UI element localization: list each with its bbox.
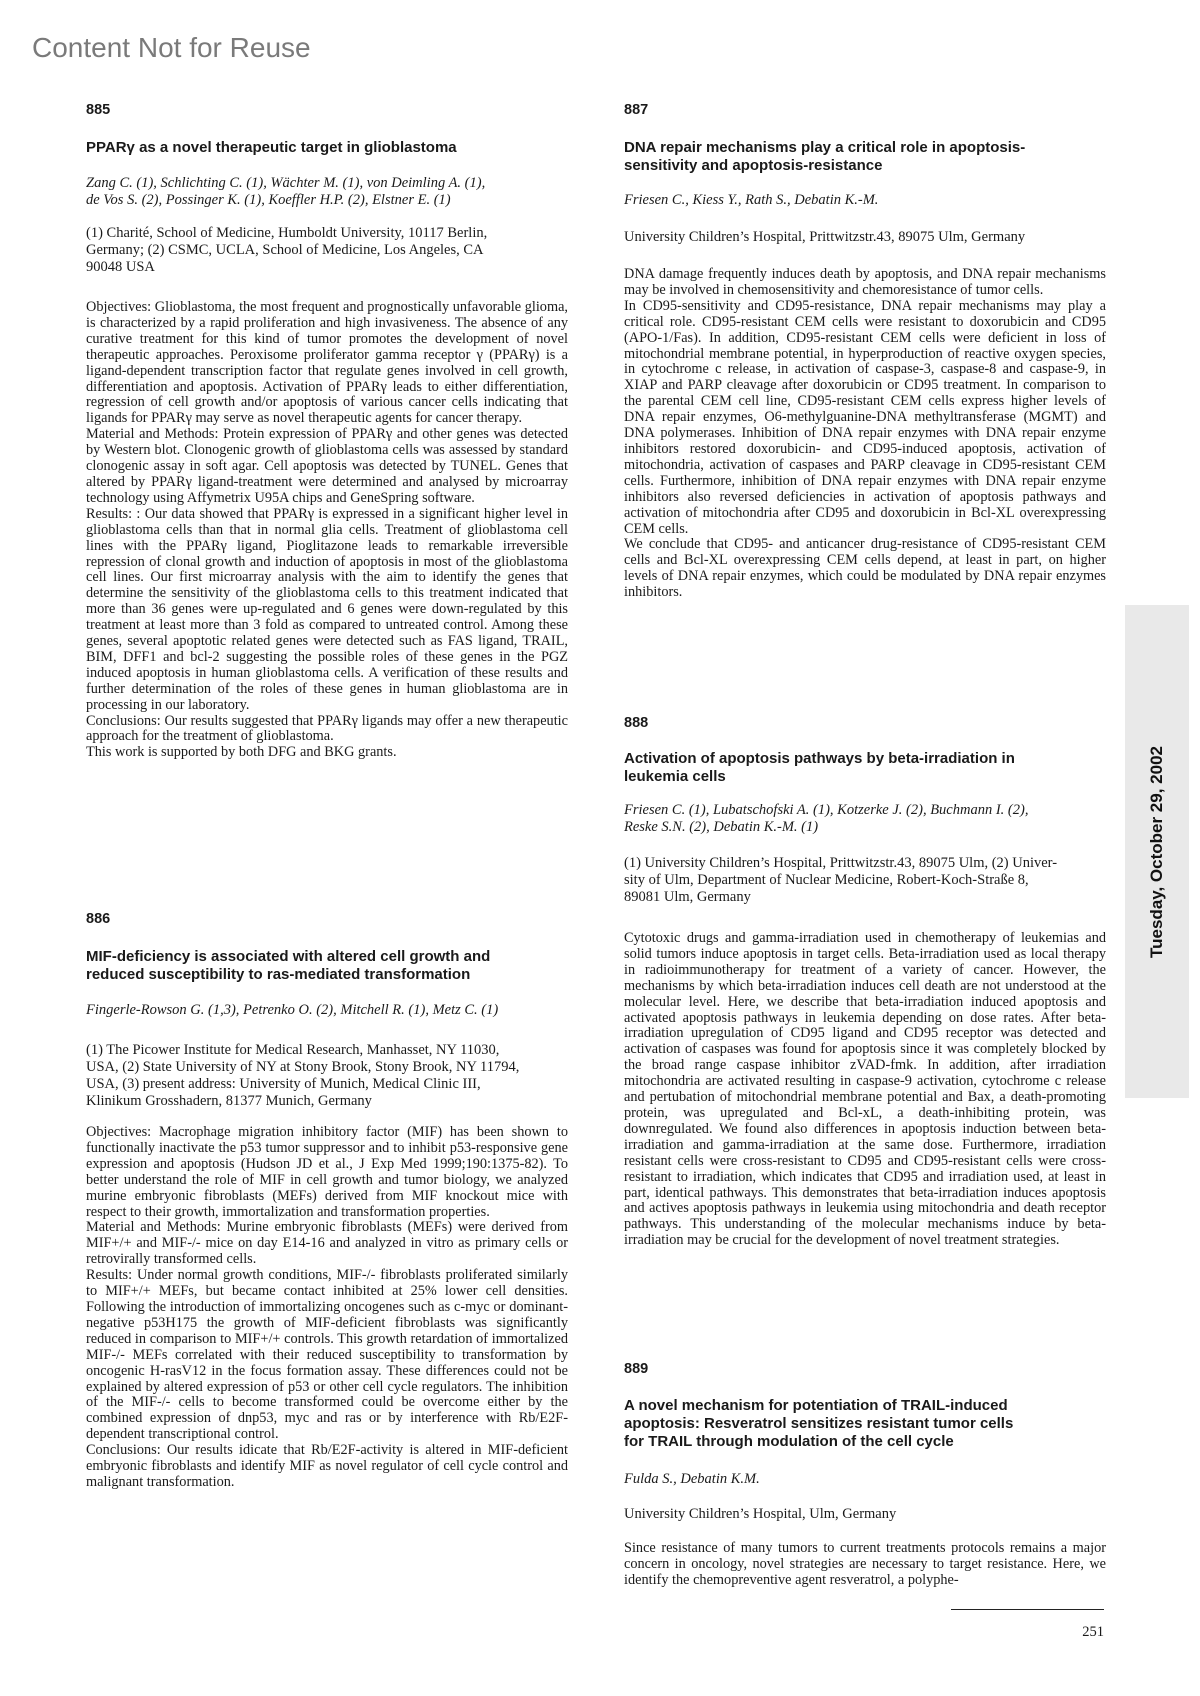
body-paragraph: DNA damage frequently induces death by apoptosis, and DNA repair mechanisms may be involved in chemosensitivity and chemoresistance of tumor cells. bbox=[624, 266, 1106, 298]
title-line: PPARγ as a novel therapeutic target in glioblastoma bbox=[86, 139, 457, 156]
title-line: A novel mechanism for potentiation of TRAIL-induced bbox=[624, 1397, 1008, 1414]
body-paragraph: Results: : Our data showed that PPARγ is expressed in a significant higher level in glioblastoma cells than that in normal glia cells. Treatment of glioblastoma cell lines with the PPARγ ligand, Pioglitazone leads to remarkable irreversible repression of clonal growth and induction of apoptosis in most of the glioblastoma cell lines. Our first microarray analysis with the aim to identify the genes that determine the sensitivity of the glioblastoma cells to this treatment indicated that more than 36 genes were up-regulated and 6 genes were down-regulated by this treatment at least more than 3 fold as compared to untreated control. Among these genes, several apoptotic related genes were detected such as FAS ligand, TRAIL, BIM, DFF1 and bcl-2 suggesting the possible roles of these genes in the PGZ induced apoptosis in human glioblastoma cells. A verification of these results and further determination of the roles of these genes in human glioblastoma are in processing in our laboratory. bbox=[86, 505, 568, 713]
abstract-body bbox=[624, 931, 1106, 1249]
body-paragraph: In CD95-sensitivity and CD95-resistance, DNA repair mechanisms may play a critical role. CD95-resistant CEM cells were resistant to doxorubicin and CD95 (APO-1/Fas). In addition, CD95-resistant CEM cells were deficient in loss of mitochondrial membrane potential, in hyperproduction of reactive oxygen species, in cytochrome c release, in activation of caspase-3, caspase-8 and caspase-9, in XIAP and PARP cleavage after doxorubicin or CD95 treatment. In comparison to the parental CEM cell line, CD95-resistant CEM cells express higher levels of DNA repair enzymes, O6-methylguanine-DNA methyltransferase (MGMT) and DNA polymerases. Inhibition of DNA repair enzymes with DNA repair enzyme inhibitors restored doxorubicin- and CD95-induced apoptosis, activation of mitochondria, activation of caspases and PARP cleavage in CD95-resistant CEM cells. Furthermore, inhibition of DNA repair enzymes with DNA repair enzyme inhibitors also reversed deficiencies in activation of apoptosis pathways and activation of mitochondria after CD95 and doxorubicin in Bcl-XL overexpressing CEM cells. bbox=[624, 297, 1106, 537]
abstract-authors bbox=[86, 1002, 568, 1019]
abstract-title bbox=[624, 139, 1106, 175]
author-line: de Vos S. (2), Possinger K. (1), Koeffler H.P. (2), Elstner E. (1) bbox=[86, 192, 451, 208]
body-paragraph: We conclude that CD95- and anticancer drug-resistance of CD95-resistant CEM cells and Bcl-XL overexpressing CEM cells depend, at least in part, on higher levels of DNA repair enzymes, which could be modulated by DNA repair enzymes inhibitors. bbox=[624, 536, 1106, 601]
abstract-title bbox=[624, 750, 1106, 786]
abstract-affiliation bbox=[624, 229, 1106, 246]
abstract-number: 888 bbox=[624, 715, 649, 731]
abstract-number: 885 bbox=[86, 102, 111, 118]
body-paragraph: Material and Methods: Murine embryonic fibroblasts (MEFs) were derived from MIF+/+ and MIF-/- mice on day E14-16 and analyzed in vitro as primary cells or retrovirally transformed cells. bbox=[86, 1219, 568, 1268]
affiliation-line: sity of Ulm, Department of Nuclear Medicine, Robert-Koch-Straße 8, bbox=[624, 872, 1029, 888]
abstract-number: 889 bbox=[624, 1361, 649, 1377]
abstract-authors bbox=[624, 192, 1106, 209]
abstract-affiliation bbox=[86, 225, 568, 276]
author-line: Zang C. (1), Schlichting C. (1), Wächter M. (1), von Deimling A. (1), bbox=[86, 175, 486, 191]
title-line: Activation of apoptosis pathways by beta-irradiation in bbox=[624, 750, 1015, 767]
abstract-title bbox=[86, 139, 568, 157]
watermark-text: Content Not for Reuse bbox=[32, 32, 311, 63]
abstract-number: 886 bbox=[86, 911, 111, 927]
author-line: Fingerle-Rowson G. (1,3), Petrenko O. (2), Mitchell R. (1), Metz C. (1) bbox=[86, 1002, 499, 1018]
body-paragraph: Conclusions: Our results suggested that PPARγ ligands may offer a new therapeutic approach for the treatment of glioblastoma. bbox=[86, 712, 568, 745]
abstract-body bbox=[86, 1125, 568, 1491]
affiliation-line: 90048 USA bbox=[86, 259, 155, 275]
abstract-authors bbox=[624, 802, 1106, 836]
abstract-body bbox=[624, 267, 1106, 601]
author-line: Fulda S., Debatin K.M. bbox=[624, 1471, 760, 1487]
footer-rule bbox=[951, 1609, 1104, 1610]
affiliation-line: USA, (3) present address: University of Munich, Medical Clinic III, bbox=[86, 1076, 481, 1092]
affiliation-line: Klinikum Grosshadern, 81377 Munich, Germany bbox=[86, 1093, 372, 1109]
title-line: reduced susceptibility to ras-mediated transformation bbox=[86, 966, 471, 983]
body-paragraph: Material and Methods: Protein expression of PPARγ and other genes was detected by Western blot. Clonogenic growth of glioblastoma cells was assessed by standard clonogenic assay in soft agar. Cell apoptosis was detected by TUNEL. Genes that altered by PPARγ ligand-treatment were determined and analysed by microarray technology using Affymetrix U95A chips and GeneSpring software. bbox=[86, 426, 568, 506]
affiliation-line: (1) University Children’s Hospital, Prittwitzstr.43, 89075 Ulm, (2) Univer- bbox=[624, 855, 1058, 871]
abstract-affiliation bbox=[86, 1042, 568, 1110]
affiliation-line: (1) The Picower Institute for Medical Research, Manhasset, NY 11030, bbox=[86, 1042, 500, 1058]
body-paragraph: This work is supported by both DFG and BKG grants. bbox=[86, 744, 397, 761]
title-line: MIF-deficiency is associated with altered cell growth and bbox=[86, 948, 491, 965]
page-number: 251 bbox=[1082, 1624, 1104, 1640]
body-paragraph: Objectives: Glioblastoma, the most frequent and prognostically unfavorable glioma, is characterized by a rapid proliferation and high invasiveness. The absence of any curative treatment for this kind of tumor promotes the development of novel therapeutic approaches. Peroxisome proliferator gamma receptor γ (PPARγ) is a ligand-dependent transcription factor that regulate genes involved in cell growth, differentiation and apoptosis. Activation of PPARγ leads to either differentiation, regression of cell growth and/or apoptosis of various cancer cells indicating that ligands for PPARγ may serve as novel therapeutic agents for cancer therapy. bbox=[86, 299, 568, 427]
abstract-title bbox=[86, 948, 568, 984]
abstract-affiliation bbox=[624, 855, 1106, 906]
title-line: DNA repair mechanisms play a critical role in apoptosis- bbox=[624, 139, 1026, 156]
affiliation-line: 89081 Ulm, Germany bbox=[624, 889, 751, 905]
abstract-body bbox=[624, 1541, 1106, 1589]
body-paragraph: Since resistance of many tumors to current treatments protocols remains a major concern in oncology, novel strategies are necessary to target resistance. Here, we identify the chemopreventive agent resveratrol, a polyphe- bbox=[624, 1540, 1106, 1588]
title-line: sensitivity and apoptosis-resistance bbox=[624, 157, 883, 174]
abstract-number: 887 bbox=[624, 102, 649, 118]
date-side-tab bbox=[1125, 605, 1189, 1098]
abstract-title bbox=[624, 1397, 1106, 1451]
body-paragraph: Objectives: Macrophage migration inhibitory factor (MIF) has been shown to functionally inactivate the p53 tumor suppressor and to inhibit p53-responsive gene expression and apoptosis (Hudson JD et al., J Exp Med 1999;190:1375-82). To better understand the role of MIF in cell growth and tumor biology, we analyzed murine embryonic fibroblasts (MEFs) derived from MIF knockout mice with respect to their growth, immortalization and transformation properties. bbox=[86, 1124, 568, 1220]
abstract-authors bbox=[624, 1471, 1106, 1488]
title-line: leukemia cells bbox=[624, 768, 726, 785]
title-line: apoptosis: Resveratrol sensitizes resistant tumor cells bbox=[624, 1415, 1014, 1432]
affiliation-line: University Children’s Hospital, Prittwitzstr.43, 89075 Ulm, Germany bbox=[624, 229, 1026, 245]
date-side-tab-label: Tuesday, October 29, 2002 bbox=[1147, 745, 1166, 958]
abstract-authors bbox=[86, 175, 568, 209]
author-line: Friesen C. (1), Lubatschofski A. (1), Kotzerke J. (2), Buchmann I. (2), bbox=[624, 802, 1029, 818]
affiliation-line: (1) Charité, School of Medicine, Humboldt University, 10117 Berlin, bbox=[86, 225, 488, 241]
affiliation-line: USA, (2) State University of NY at Stony Brook, Stony Brook, NY 11794, bbox=[86, 1059, 520, 1075]
author-line: Friesen C., Kiess Y., Rath S., Debatin K.-M. bbox=[624, 192, 879, 208]
title-line: for TRAIL through modulation of the cell cycle bbox=[624, 1433, 954, 1450]
body-paragraph: Cytotoxic drugs and gamma-irradiation used in chemotherapy of leukemias and solid tumors induce apoptosis in target cells. Beta-irradiation used as local therapy in radioimmunotherapy for treatment of a variety of cancer. However, the mechanisms by which beta-irradiation induces cell death are not understood at the molecular level. Here, we describe that beta-irradiation induced apoptosis and activated apoptosis pathways in leukemia depending on dose rates. After beta-irradiation upregulation of CD95 ligand and CD95 receptor was detected and activation of caspases was found for apoptosis since it was completely blocked by the broad range caspase inhibitor zVAD-fmk. In addition, after irradiation mitochondria are activated resulting in caspase-9 activation, cytochrome c release and pertubation of mitochondrial membrane potential and Bax, a death-promoting protein, was upregulated and Bcl-xL, a death-inhibiting protein, was downregulated. We found also differences in apoptosis induction between beta-irradiation and gamma-irradiation at the same dose. Furthermore, irradiation resistant cells were cross-resistant to CD95 and CD95-resistant cells were cross-resistant to irradiation, which indicates that CD95 and irradiation used, at least in part, identical pathways. This demonstrates that beta-irradiation induces apoptosis and actives apoptosis pathways in leukemia using mitochondria and death receptor pathways. This understanding of the molecular mechanisms induce by beta-irradiation may be crucial for the development of novel treatment strategies. bbox=[624, 930, 1106, 1249]
affiliation-line: University Children’s Hospital, Ulm, Germany bbox=[624, 1506, 897, 1522]
abstract-body bbox=[86, 300, 568, 761]
affiliation-line: Germany; (2) CSMC, UCLA, School of Medicine, Los Angeles, CA bbox=[86, 242, 484, 258]
body-paragraph: Conclusions: Our results idicate that Rb/E2F-activity is altered in MIF-deficient embryonic fibroblasts and identify MIF as novel regulator of cell cycle control and malignant transformation. bbox=[86, 1442, 568, 1490]
body-paragraph: Results: Under normal growth conditions, MIF-/- fibroblasts proliferated similarly to MIF+/+ MEFs, but became contact inhibited at 25% lower cell densities. Following the introduction of immortalizing oncogenes such as c-myc or dominant-negative p53H175 the growth of MIF-deficient fibroblasts was significantly reduced in comparison to MIF+/+ controls. This growth retardation of immortalized MIF-/- MEFs correlated with their reduced susceptibility to transformation by oncogenic H-rasV12 in the focus formation assay. These differences could not be explained by altered expression of p53 or other cell cycle regulators. The inhibition of the MIF-/- cells to become transformed could be overcome either by the combined expression of dnp53, myc and ras or by interference with Rb/E2F-dependent transcriptional control. bbox=[86, 1267, 568, 1443]
abstract-affiliation bbox=[624, 1506, 1106, 1523]
author-line: Reske S.N. (2), Debatin K.-M. (1) bbox=[624, 819, 819, 835]
